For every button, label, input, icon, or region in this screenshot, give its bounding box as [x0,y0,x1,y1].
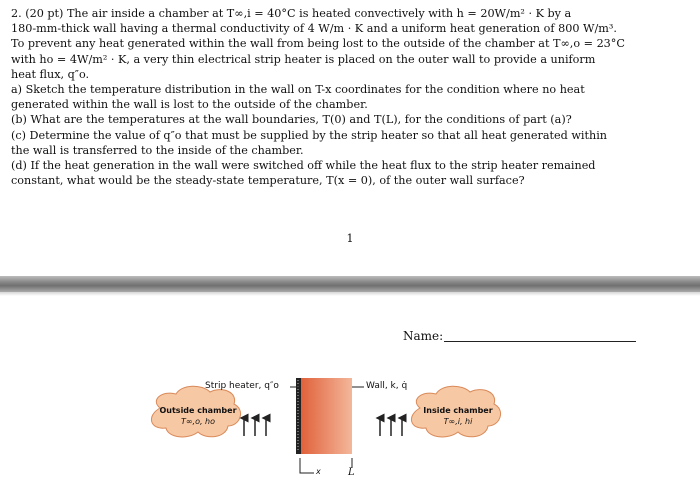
problem-text [11,6,689,188]
strip-heater-label: Strip heater, q″o [205,381,279,391]
part-a-line: generated within the wall is lost to the outside of the chamber. [11,98,368,112]
inside-chamber-text [412,405,504,427]
wall-diagram [0,360,700,499]
part-b-line: (b) What are the temperatures at the wall boundaries, T(0) and T(L), for the conditions of part (a)? [11,113,572,127]
part-d-line: (d) If the heat generation in the wall were switched off while the heat flux to the strip heater remained [11,159,596,173]
name-label: Name: [403,329,444,343]
part-c-line: the wall is transferred to the inside of the chamber. [11,143,304,157]
inside-chamber-title: Inside chamber [423,406,493,415]
problem-statement-line: 2. (20 pt) The air inside a chamber at T∞,i = 40°C is heated convectively with h = 20W/m² · K by a [11,7,572,20]
problem-statement-line: To prevent any heat generated within the wall from being lost to the outside of the chamber at T∞,o = 23°C [11,37,625,51]
part-a-line: a) Sketch the temperature distribution in the wall on T-x coordinates for the condition where no heat [11,83,585,97]
wall-slab [300,378,352,454]
outside-chamber-params: T∞,o, ho [180,417,216,426]
wall-figure [0,360,700,499]
x-axis-corner [300,458,314,473]
outside-chamber-title: Outside chamber [159,406,237,415]
inside-chamber-params: T∞,i, hi [443,417,473,426]
problem-statement-line: heat flux, q″o. [11,67,90,81]
wall-label: Wall, k, q̇ [366,381,408,391]
outside-chamber-text [152,405,244,427]
length-label: L [348,467,355,478]
page-number: 1 [346,232,354,245]
outside-convection-arrows [244,418,266,436]
page-divider [0,276,700,292]
part-c-line: (c) Determine the value of q″o that must be supplied by the strip heater so that all heat generated within [11,128,607,142]
page-divider-shadow [0,292,700,296]
name-field-line[interactable] [444,341,636,342]
inside-convection-arrows [380,418,402,436]
problem-statement-line: 180-mm-thick wall having a thermal conductivity of 4 W/m · K and a uniform heat generation of 800 W/m³. [11,22,617,36]
part-d-line: constant, what would be the steady-state temperature, T(x = 0), of the outer wall surface? [11,174,525,188]
problem-statement-line: with ho = 4W/m² · K, a very thin electrical strip heater is placed on the outer wall to provide a uniform [11,52,596,66]
x-axis-label: x [316,467,321,476]
